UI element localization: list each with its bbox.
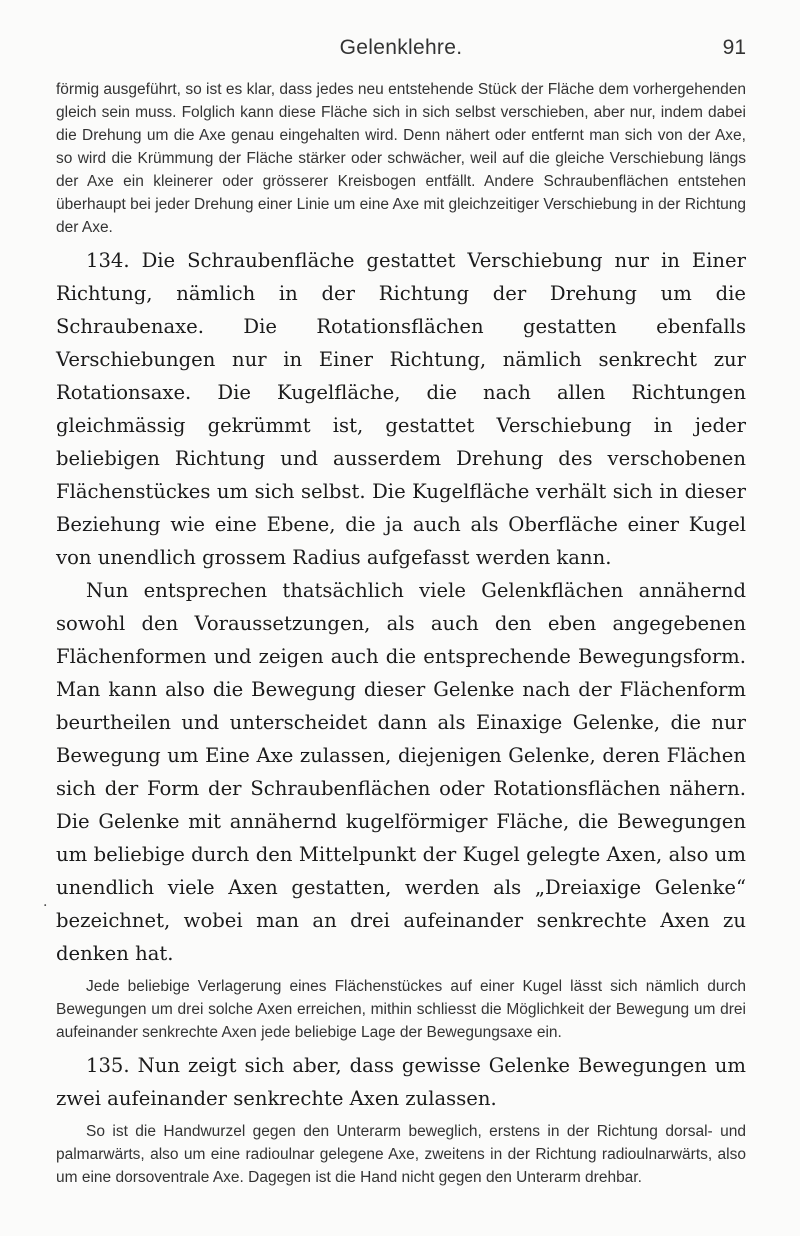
paragraph-continuation: förmig ausgeführt, so ist es klar, dass jedes neu entstehende Stück der Fläche dem vorhergehenden gleich sein muss. Folglich kann diese Fläche sich in sich selbst verschieben, aber nur, indem dabei die Drehung um die Axe genau eingehalten wird. Denn nähert oder entfernt man sich von der Axe, so wird die Krümmung der Fläche stärker oder schwächer, weil auf die gleiche Verschiebung längs der Axe ein kleinerer oder grösserer Kreisbogen entfällt. Andere Schraubenflächen entstehen überhaupt bei jeder Drehung einer Linie um eine Axe mit gleichzeitiger Verschiebung in der Richtung der Axe. bbox=[56, 81, 746, 236]
running-head: Gelenklehre. bbox=[339, 36, 463, 59]
paragraph-handwurzel: So ist die Handwurzel gegen den Unterarm beweglich, erstens in der Richtung dorsal- und palmarwärts, also um eine radioulnar gelegene Axe, zweitens in der Richtung radioulnarwärts, also um eine dorsoventrale Axe. Dagegen ist die Hand nicht gegen den Unterarm drehbar. bbox=[56, 1123, 746, 1186]
paragraph-note: Jede beliebige Verlagerung eines Flächenstückes auf einer Kugel lässt sich nämlich durch Bewegungen um drei solche Axen erreichen, mithin schliesst die Möglichkeit der Bewegung um drei aufeinander senkrechte Axen jede beliebige Lage der Bewegungsaxe ein. bbox=[56, 978, 746, 1041]
paragraph-section-135: 135. Nun zeigt sich aber, dass gewisse Gelenke Bewegungen um zwei aufeinander senkrechte Axen zulassen. bbox=[56, 1054, 746, 1110]
paragraph-gelenkflaechen: Nun entsprechen thatsächlich viele Gelenkflächen annähernd sowohl den Voraussetzungen, als auch den eben angegebenen Flächenformen und zeigen auch die entsprechende Bewegungsform. Man kann also die Bewegung dieser Gelenke nach der Flächenform beurtheilen und unterscheidet dann als Einaxige Gelenke, die nur Bewegung um Eine Axe zulassen, diejenigen Gelenke, deren Flächen sich der Form der Schraubenflächen oder Rotationsflächen nähern. Die Gelenke mit annähernd kugelförmiger Fläche, die Bewegungen um beliebige durch den Mittelpunkt der Kugel gelegte Axen, also um unendlich viele Axen gestatten, werden als „Dreiaxige Gelenke“ bezeichnet, wobei man an drei aufeinander senkrechte Axen zu denken hat. bbox=[56, 579, 746, 965]
page-number: 91 bbox=[722, 36, 746, 59]
margin-mark: · bbox=[43, 898, 48, 914]
page-header bbox=[56, 0, 746, 78]
paragraph-section-134: 134. Die Schraubenfläche gestattet Verschiebung nur in Einer Richtung, nämlich in der Richtung der Drehung um die Schraubenaxe. Die Rotationsflächen gestatten ebenfalls Verschiebungen nur in Einer Richtung, nämlich senkrecht zur Rotationsaxe. Die Kugelfläche, die nach allen Richtungen gleichmässig gekrümmt ist, gestattet Verschiebung in jeder beliebigen Richtung und ausserdem Drehung des verschobenen Flächenstückes um sich selbst. Die Kugelfläche verhält sich in dieser Beziehung wie eine Ebene, die ja auch als Oberfläche einer Kugel von unendlich grossem Radius aufgefasst werden kann. bbox=[56, 249, 746, 569]
